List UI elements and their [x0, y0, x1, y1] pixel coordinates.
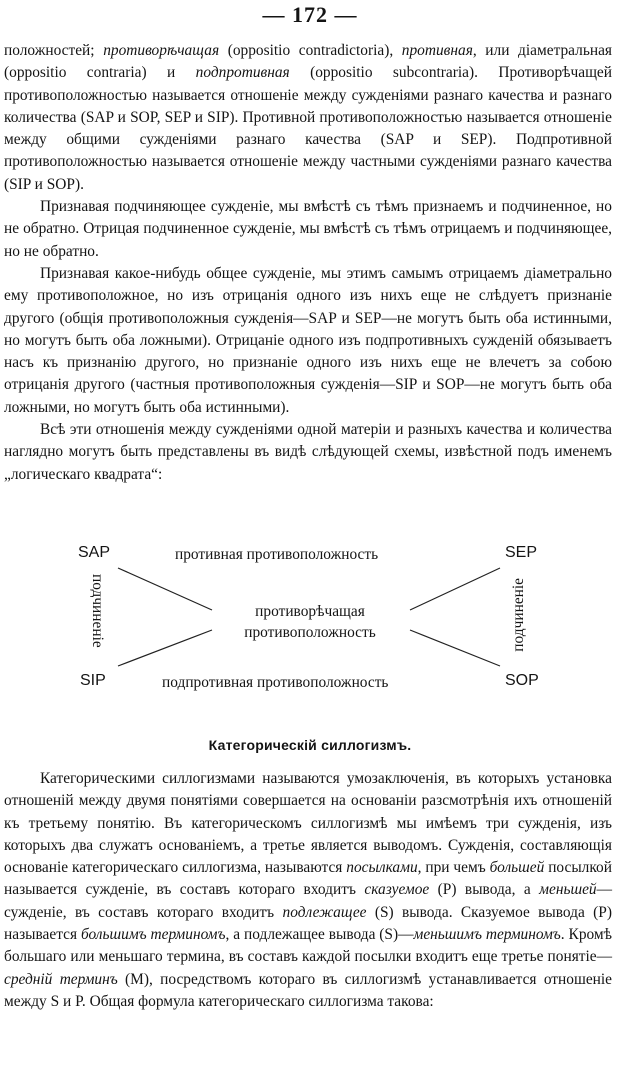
text-run: (P) вывода, а	[429, 881, 540, 899]
phrase-contradictory-2: противоположность	[244, 624, 376, 641]
text-run: положностей;	[4, 42, 104, 59]
label-subordination-right: подчиненіе	[510, 578, 527, 652]
text-run: (S) вывода. Сказуемое вывода (P) называется	[4, 903, 612, 944]
line-top-right	[410, 568, 500, 610]
label-subordination-left: подчиненіе	[89, 574, 106, 648]
line-bottom-right	[410, 630, 500, 666]
text-run: (oppositio subcontraria). Противорѣчащей противоположностью называется отношеніе между сужденіями разнаго качества и разнаго количества (SAP и SOP, SEP и SIP). Противной противоположностью называется отношеніе между общими сужденіями разнаго качества (SAP и SEP). Подпротивной противоположностью называется отношеніе между частными сужденіями разнаго качества (SIP и SOP).	[4, 64, 613, 193]
phrase-contradictory-1: противорѣчащая	[255, 603, 365, 620]
italic-term: сказуемое	[364, 881, 430, 899]
line-bottom-left	[118, 630, 212, 666]
italic-term: большей	[489, 859, 545, 877]
text-run: , а подлежащее вывода (S)—	[225, 926, 414, 944]
label-sep: SEP	[505, 544, 538, 561]
text-run: —сужденіе, въ составъ котораго входитъ	[4, 881, 612, 921]
text-run: Категорическими силлогизмами называются умозаключенія, въ которыхъ установка отношеній между двумя понятіями совершается на основаніи разсмотрѣнія ихъ отношеній къ третьему понятію. Въ категорическомъ силлогизмѣ мы имѣемъ три сужденія, изъ которыхъ два служатъ основаніемъ, а третье является выводомъ. Сужденія, составляющія основаніе категорическаго силлогизма, называются	[4, 770, 612, 877]
text-run: (M), посредствомъ котораго въ силлогизмѣ устанавливается отношеніе между S и P. Общая формула категорическаго силлогизма такова:	[4, 970, 612, 1010]
paragraph-oppositions	[4, 40, 612, 196]
label-sip: SIP	[80, 672, 106, 689]
line-top-left	[118, 568, 212, 610]
italic-term: посылками	[346, 859, 418, 877]
logical-square-diagram	[0, 538, 620, 698]
label-sap: SAP	[78, 544, 111, 561]
text-run: , при чемъ	[417, 859, 490, 877]
italic-term: средній терминъ	[4, 970, 118, 988]
phrase-contrary: противная противоположность	[175, 546, 379, 563]
text-run: (oppositio contradictoria),	[219, 42, 402, 59]
paragraph-categorical-syllogism	[4, 768, 612, 1013]
italic-term: большимъ терминомъ	[80, 926, 226, 944]
page-number: — 172 —	[262, 2, 358, 27]
paragraph-subordination: Признавая подчиняющее сужденіе, мы вмѣстѣ съ тѣмъ признаемъ и подчиненное, но не обратно. Отрицая подчиненное сужденіе, мы вмѣстѣ съ тѣмъ отрицаемъ и подчиняющее, но не обратно.	[4, 198, 612, 260]
italic-term: меньшимъ терминомъ	[413, 926, 561, 944]
italic-term: подпротивная	[195, 64, 290, 82]
italic-term: подлежащее	[282, 903, 367, 921]
body-text-upper	[4, 40, 612, 486]
text-run: . Кромѣ большаго или меньшаго термина, въ составъ каждой посылки входитъ еще третье понятіе—	[4, 926, 613, 966]
label-sop: SOP	[505, 672, 539, 689]
italic-term: противорѣчащая	[103, 42, 220, 59]
text-run: посылкой называется сужденіе, въ составъ котораго входитъ	[4, 859, 612, 899]
text-run: , или діаметральная (oppositio contraria) и	[4, 42, 612, 82]
italic-term: противная	[401, 42, 473, 59]
phrase-subcontrary: подпротивная противоположность	[162, 674, 389, 691]
body-text-lower	[4, 768, 612, 1013]
paragraph-square-intro: Всѣ эти отношенія между сужденіями одной матеріи и разныхъ качества и количества наглядно могутъ быть представлены въ видѣ слѣдующей схемы, извѣстной подъ именемъ „логическаго квадрата“:	[4, 421, 612, 483]
paragraph-contraries: Признавая какое-нибудь общее сужденіе, мы этимъ самымъ отрицаемъ діаметрально ему противоположное, но изъ отрицанія одного изъ нихъ еще не слѣдуетъ признаніе другого (общія противоположныя сужденія—SAP и SEP—не могутъ быть оба истинными, но могутъ быть оба ложными). Отрицаніе одного изъ подпротивныхъ сужденій обязываетъ насъ къ признанію другого, но признаніе одного изъ нихъ еще не влечетъ за собою отрицанія другого (частныя противоположныя сужденія—SIP и SOP—не могутъ быть оба ложными, но могутъ быть оба истинными).	[4, 264, 612, 416]
italic-term: меньшей	[539, 881, 597, 899]
section-title: Категорическій силлогизмъ.	[208, 737, 412, 753]
